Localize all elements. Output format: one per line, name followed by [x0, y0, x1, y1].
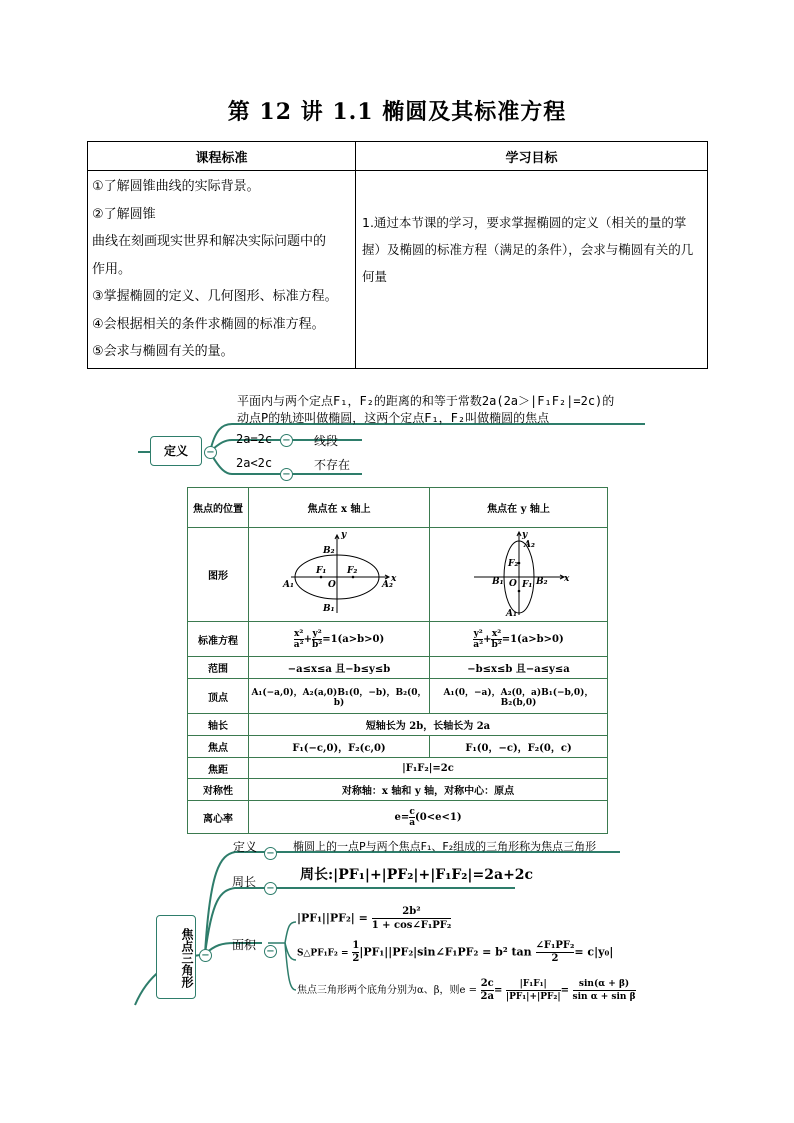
row-key: 顶点: [188, 679, 249, 714]
standard-line: ③掌握椭圆的定义、几何图形、标准方程。: [92, 289, 338, 304]
ft-eccentricity-formula: 焦点三角形两个底角分别为α、β，则e = $\frac{2c}{2a}$ = $\frac{\text{|F₁F₁|}}{\text{|PF₁|+|PF₂|}}$ = $\frac{\sin(\alpha + \beta)}{\text{sin α + sin β}}$: [297, 978, 636, 1002]
focal-triangle-node[interactable]: 焦点三角形: [156, 915, 196, 999]
collapse-toggle-icon[interactable]: −: [264, 882, 277, 895]
col-header-objectives: 学习目标: [356, 142, 708, 171]
collapse-toggle-icon[interactable]: −: [264, 847, 277, 860]
svg-text:x: x: [563, 574, 569, 584]
row-key: 焦点的位置: [188, 488, 249, 528]
header-y-axis: 焦点在 y 轴上: [430, 488, 608, 528]
svg-text:B₂: B₂: [323, 546, 335, 556]
page-title: 第 12 讲 1.1 椭圆及其标准方程: [227, 99, 567, 125]
svg-text:A₂: A₂: [382, 580, 393, 590]
header-x-axis: 焦点在 x 轴上: [249, 488, 430, 528]
case2-result: 不存在: [314, 458, 351, 472]
svg-text:A₁: A₁: [505, 609, 517, 617]
collapse-toggle-icon[interactable]: −: [199, 949, 212, 962]
equation-y: $\frac{\text{y²}}{\text{a²}}$ + $\frac{\text{x²}}{\text{b²}}$ =1(a>b>0): [430, 622, 608, 657]
svg-text:y: y: [521, 530, 527, 540]
row-key: 轴长: [188, 714, 249, 736]
focus-y: F₁(0，−c)，F₂(0，c): [430, 736, 608, 758]
standard-line: ④会根据相关的条件求椭圆的标准方程。: [92, 316, 325, 332]
case1-condition: 2a=2c: [236, 432, 273, 446]
standard-line: ①了解圆锥曲线的实际背景。: [92, 179, 260, 194]
row-key: 焦距: [188, 758, 249, 779]
definition-line-2: 动点P的轨迹叫做椭圆，这两个定点F₁，F₂叫做椭圆的焦点: [237, 411, 550, 425]
vertex-y: A₁(0，−a)，A₂(0，a)B₁(−b,0)，B₂(b,0): [430, 679, 608, 714]
definition-line-1: 平面内与两个定点F₁，F₂的距离的和等于常数2a(2a＞|F₁F₂|=2c)的: [237, 394, 615, 408]
objectives-text: 1.通过本节课的学习，要求掌握椭圆的定义（相关的量的掌握）及椭圆的标准方程（满足的条件），会求与椭圆有关的几何量: [356, 171, 708, 369]
case1-result: 线段: [314, 434, 339, 448]
figure-y-ellipse: [430, 528, 608, 622]
collapse-toggle-icon[interactable]: −: [280, 434, 293, 447]
svg-text:B₁: B₁: [491, 577, 504, 587]
ft-area-formula-1: |PF₁||PF₂| = $\frac{\text{2b²}}{\text{1 + cos∠F₁PF₂}}$: [297, 906, 452, 931]
svg-text:B₁: B₁: [323, 604, 335, 614]
ft-area-formula-2: S△PF₁F₂ = $\frac{1}{2}$ |PF₁||PF₂|sin∠F₁PF₂ = b² tan $\frac{\text{∠F₁PF₂}}{2}$ = c|y₀|: [297, 940, 614, 964]
ft-perimeter-label: 周长: [232, 875, 257, 889]
row-key: 范围: [188, 657, 249, 679]
axis-length: 短轴长为 2b，长轴长为 2a: [249, 714, 608, 736]
vertex-x: A₁(−a,0)，A₂(a,0)B₁(0，−b)，B₂(0，b): [249, 679, 430, 714]
svg-text:A₂: A₂: [523, 540, 535, 550]
ft-definition-label: 定义: [233, 840, 258, 854]
case2-condition: 2a<2c: [236, 456, 273, 470]
figure-x-ellipse: [249, 528, 430, 622]
svg-text:F₂: F₂: [507, 559, 518, 569]
collapse-toggle-icon[interactable]: −: [280, 468, 293, 481]
focus-x: F₁(−c,0)，F₂(c,0): [249, 736, 430, 758]
symmetry: 对称轴：x 轴和 y 轴，对称中心：原点: [249, 779, 608, 801]
ellipse-x-diagram: [279, 529, 399, 617]
row-key: 图形: [188, 528, 249, 622]
svg-text:A₁: A₁: [283, 580, 294, 590]
svg-text:x: x: [391, 574, 397, 584]
svg-text:y: y: [341, 530, 347, 540]
row-key: 离心率: [188, 801, 249, 834]
eccentricity: e= $\frac{c}{a}$ (0<e<1): [249, 801, 608, 834]
svg-text:O: O: [508, 579, 517, 589]
svg-text:O: O: [328, 580, 336, 590]
range-y: −b≤x≤b 且−a≤y≤a: [430, 657, 608, 679]
ft-perimeter-formula: 周长:|PF₁|+|PF₂|+|F₁F₂|=2a+2c: [300, 867, 534, 883]
row-key: 对称性: [188, 779, 249, 801]
collapse-toggle-icon[interactable]: −: [204, 446, 217, 459]
definition-node[interactable]: 定义: [150, 436, 202, 466]
collapse-toggle-icon[interactable]: −: [264, 945, 277, 958]
row-key: 标准方程: [188, 622, 249, 657]
standard-line: 曲线在刻画现实世界和解决实际问题中的: [92, 234, 327, 249]
focal-length: |F₁F₂|=2c: [249, 758, 608, 779]
svg-text:F₁: F₁: [316, 566, 327, 576]
row-key: 焦点: [188, 736, 249, 758]
ellipse-properties-table: [187, 487, 608, 834]
ft-definition-text: 椭圆上的一点P与两个焦点F₁、F₂组成的三角形称为焦点三角形: [293, 840, 597, 853]
svg-text:F₁: F₁: [521, 580, 532, 590]
range-x: −a≤x≤a 且−b≤y≤b: [249, 657, 430, 679]
standard-line: 作用。: [92, 261, 132, 277]
equation-x: $\frac{\text{x²}}{\text{a²}}$ + $\frac{\text{y²}}{\text{b²}}$ =1(a>b>0): [249, 622, 430, 657]
svg-text:F₂: F₂: [347, 566, 358, 576]
svg-text:B₂: B₂: [535, 577, 548, 587]
standard-line: ⑤会求与椭圆有关的量。: [92, 344, 234, 359]
ellipse-y-diagram: [464, 529, 574, 617]
standard-line: ②了解圆锥: [92, 206, 156, 222]
col-header-standards: 课程标准: [88, 142, 356, 171]
ft-area-label: 面积: [232, 938, 257, 952]
